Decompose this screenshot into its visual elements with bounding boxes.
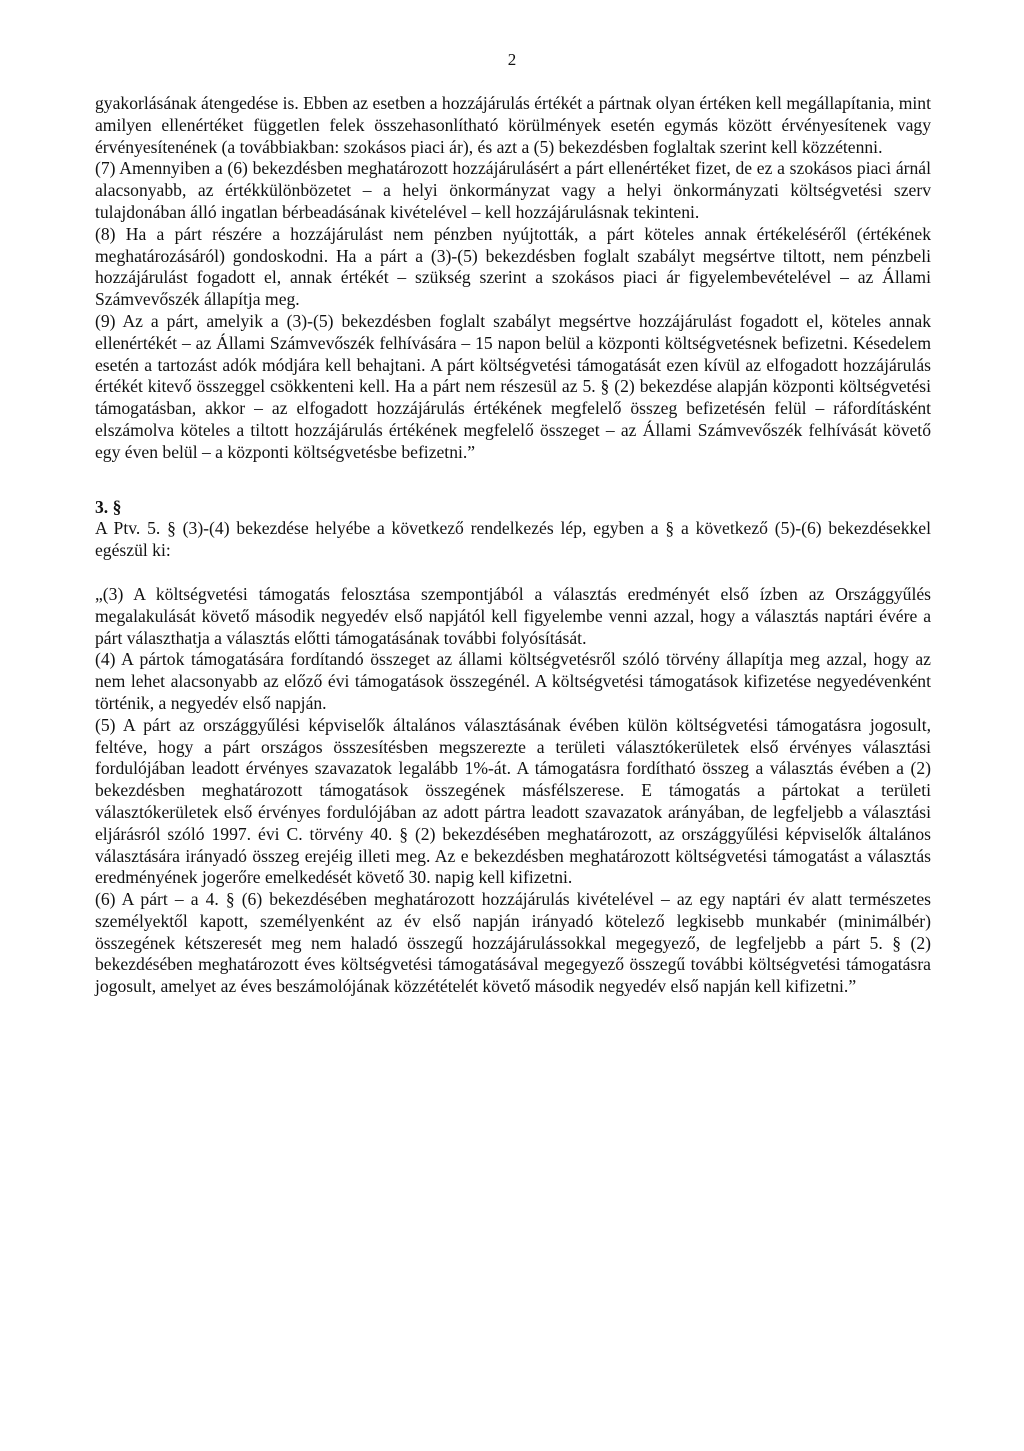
amendment-intro: A Ptv. 5. § (3)-(4) bekezdése helyébe a következő rendelkezés lép, egyben a § a következő (5)-(6) bekezdésekkel egészül ki: <box>95 518 931 561</box>
page-number: 2 <box>507 50 517 69</box>
paragraph-new-4: (4) A pártok támogatására fordítandó összeget az állami költségvetésről szóló törvény állapítja meg azzal, hogy az nem lehet alacsonyabb az előző évi támogatások összegénél. A költségvetési támogatások kifizetése negyedévenként történik, a negyedév első napján. <box>95 649 931 713</box>
paragraph-7: (7) Amennyiben a (6) bekezdésben meghatározott hozzájárulásért a párt ellenértéket fizet, de ez a szokásos piaci árnál alacsonyabb, az értékkülönbözetet – a helyi önkormányzat vagy a helyi önkormányzati költségvetési szerv tulajdonában álló ingatlan bérbeadásának kivételével – kell hozzájárulásnak tekinteni. <box>95 158 931 222</box>
paragraph-new-5: (5) A párt az országgyűlési képviselők általános választásának évében külön költségvetési támogatásra jogosult, feltéve, hogy a párt országos összesítésben megszerezte a területi választókerületek első érvényes választási fordulójában leadott érvényes szavazatok legalább 1%-át. A támogatásra fordítható összeg a választás évében a (2) bekezdésben meghatározott támogatások összegének másfélszerese. E támogatás a pártokat a területi választókerületek első érvényes fordulójában az adott pártra leadott szavazatok arányában, de legfeljebb a választási eljárásról szóló 1997. évi C. törvény 40. § (2) bekezdésében meghatározott, az országgyűlési képviselők általános választására irányadó összeg erejéig illeti meg. Az e bekezdésben meghatározott költségvetési támogatást a választás eredményének jogerőre emelkedését követő 30. napig kell kifizetni. <box>95 714 931 888</box>
paragraph-new-3: „(3) A költségvetési támogatás felosztása szempontjából a választás eredményét első ízben az Országgyűlés megalakulását követő második negyedév első napjától kell figyelembe venni azzal, hogy a választás naptári évére a párt választhatja a választás előtti támogatásának további folyósítását. <box>95 583 931 648</box>
body-text <box>95 93 931 998</box>
paragraph-9: (9) Az a párt, amelyik a (3)-(5) bekezdésben foglalt szabályt megsértve hozzájárulást fogadott el, köteles annak ellenértékét – az Állami Számvevőszék felhívására – 15 napon belül a központi költségvetésnek befizetni. Késedelem esetén a tartozást adók módjára kell behajtani. A párt költségvetési támogatását ezen kívül az elfogadott hozzájárulás értékét kitevő összeggel csökkenteni kell. Ha a párt nem részesül az 5. § (2) bekezdése alapján központi költségvetési támogatásban, akkor – az elfogadott hozzájárulás értékének megfelelő összeg befizetésén felül – ráfordításként elszámolva köteles a tiltott hozzájárulás értékének megfelelő összeget – az Állami Számvevőszék felhívását követő egy éven belül – a központi költségvetésbe befizetni.” <box>95 310 931 462</box>
spacer <box>95 464 931 497</box>
paragraph-new-6: (6) A párt – a 4. § (6) bekezdésében meghatározott hozzájárulás kivételével – az egy naptári év alatt természetes személyektől kapott, személyenként az év első napján irányadó kötelező legkisebb munkabér (minimálbér) összegének kétszeresét meg nem haladó összegű hozzájárulássokkal megegyező, de legfeljebb a párt 5. § (2) bekezdésében meghatározott éves költségvetési támogatásával megegyező összegű további költségvetési támogatásra jogosult, amelyet az éves beszámolójának közzétételét követő második negyedév első napján kell kifizetni.” <box>95 889 931 997</box>
paragraph-continuation: gyakorlásának átengedése is. Ebben az esetben a hozzájárulás értékét a pártnak olyan értéken kell megállapítania, mint amilyen ellenértéket független felek összehasonlítható körülmények esetén egymás között érvényesítenek vagy érvényesítenének (a továbbiakban: szokásos piaci ár), és azt a (5) bekezdésben foglaltak szerint kell közzétenni. <box>95 93 931 157</box>
paragraph-8: (8) Ha a párt részére a hozzájárulást nem pénzben nyújtották, a párt köteles annak értékeléséről (értékének meghatározásáról) gondoskodni. Ha a párt a (3)-(5) bekezdésben foglalt szabályt megsértve tiltott, nem pénzbeli hozzájárulást fogadott el, annak értékét – szükség szerint a szokásos piaci ár figyelembevételével – az Állami Számvevőszék állapítja meg. <box>95 223 931 310</box>
section-heading: 3. § <box>95 496 122 517</box>
